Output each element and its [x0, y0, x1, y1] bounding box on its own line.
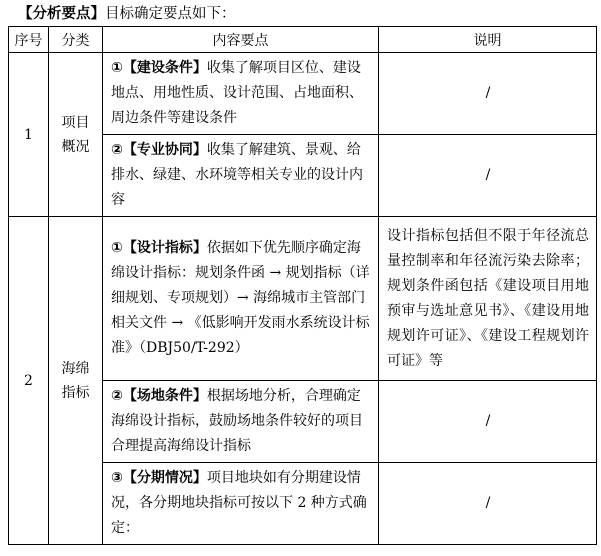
content-cell [103, 381, 379, 463]
note-text: / [485, 413, 491, 429]
content-text: 收集了解建筑、景观、给排水、绿建、水环境等相关专业的设计内容 [111, 142, 363, 208]
category-line: 项目 [61, 114, 90, 131]
content-text: 收集了解项目区位、建设地点、用地性质、设计范围、占地面积、周边条件等建设条件 [111, 60, 363, 126]
content-cell [103, 217, 379, 381]
content-heading: ②【场地条件】 [111, 388, 207, 404]
content-heading: ③【分期情况】 [111, 470, 207, 486]
content-text: 根据场地分析，合理确定海绵设计指标，鼓励场地条件较好的项目合理提高海绵设计指标 [111, 388, 363, 454]
table-row [9, 53, 597, 135]
note-text: / [485, 495, 491, 511]
content-text: 项目地块如有分期建设情况，各分期地块指标可按以下 2 种方式确定： [111, 470, 367, 536]
note-cell [379, 217, 597, 381]
content-cell [103, 135, 379, 217]
header-content: 内容要点 [103, 27, 379, 53]
content-heading: ①【设计指标】 [111, 240, 207, 256]
note-cell [379, 463, 597, 545]
note-text: / [485, 167, 491, 183]
intro-line [18, 2, 236, 26]
content-heading: ②【专业协同】 [111, 142, 207, 158]
note-cell [379, 135, 597, 217]
content-cell [103, 53, 379, 135]
content-heading: ①【建设条件】 [111, 60, 207, 76]
category-line: 海绵 [61, 360, 90, 377]
table-header-row [9, 27, 597, 53]
content-text: 依据如下优先顺序确定海绵设计指标：规划条件函 → 规划指标（详细规划、专项规划）→ 海绵城市主管部门相关文件 → 《低影响开发雨水系统设计标准》（DBJ50/T-292） [111, 240, 370, 356]
note-cell [379, 53, 597, 135]
row-number: 1 [9, 53, 49, 217]
note-text: / [485, 85, 491, 101]
content-cell [103, 463, 379, 545]
header-note: 说明 [379, 27, 597, 53]
intro-text: 目标确定要点如下： [105, 6, 236, 22]
table-row [9, 217, 597, 381]
category-line: 指标 [61, 384, 90, 401]
row-number: 2 [9, 217, 49, 545]
row-category [49, 217, 103, 545]
analysis-table [8, 26, 597, 545]
note-text: 设计指标包括但不限于年径流总量控制率和年径流污染去除率；规划条件函包括《建设项目用地预审与选址意见书》、《建设用地规划许可证》、《建设工程规划许可证》等 [387, 227, 589, 369]
category-line: 概况 [61, 138, 90, 155]
header-number: 序号 [9, 27, 49, 53]
header-category: 分类 [49, 27, 103, 53]
row-category [49, 53, 103, 217]
note-cell [379, 381, 597, 463]
intro-label: 【分析要点】 [18, 6, 105, 22]
